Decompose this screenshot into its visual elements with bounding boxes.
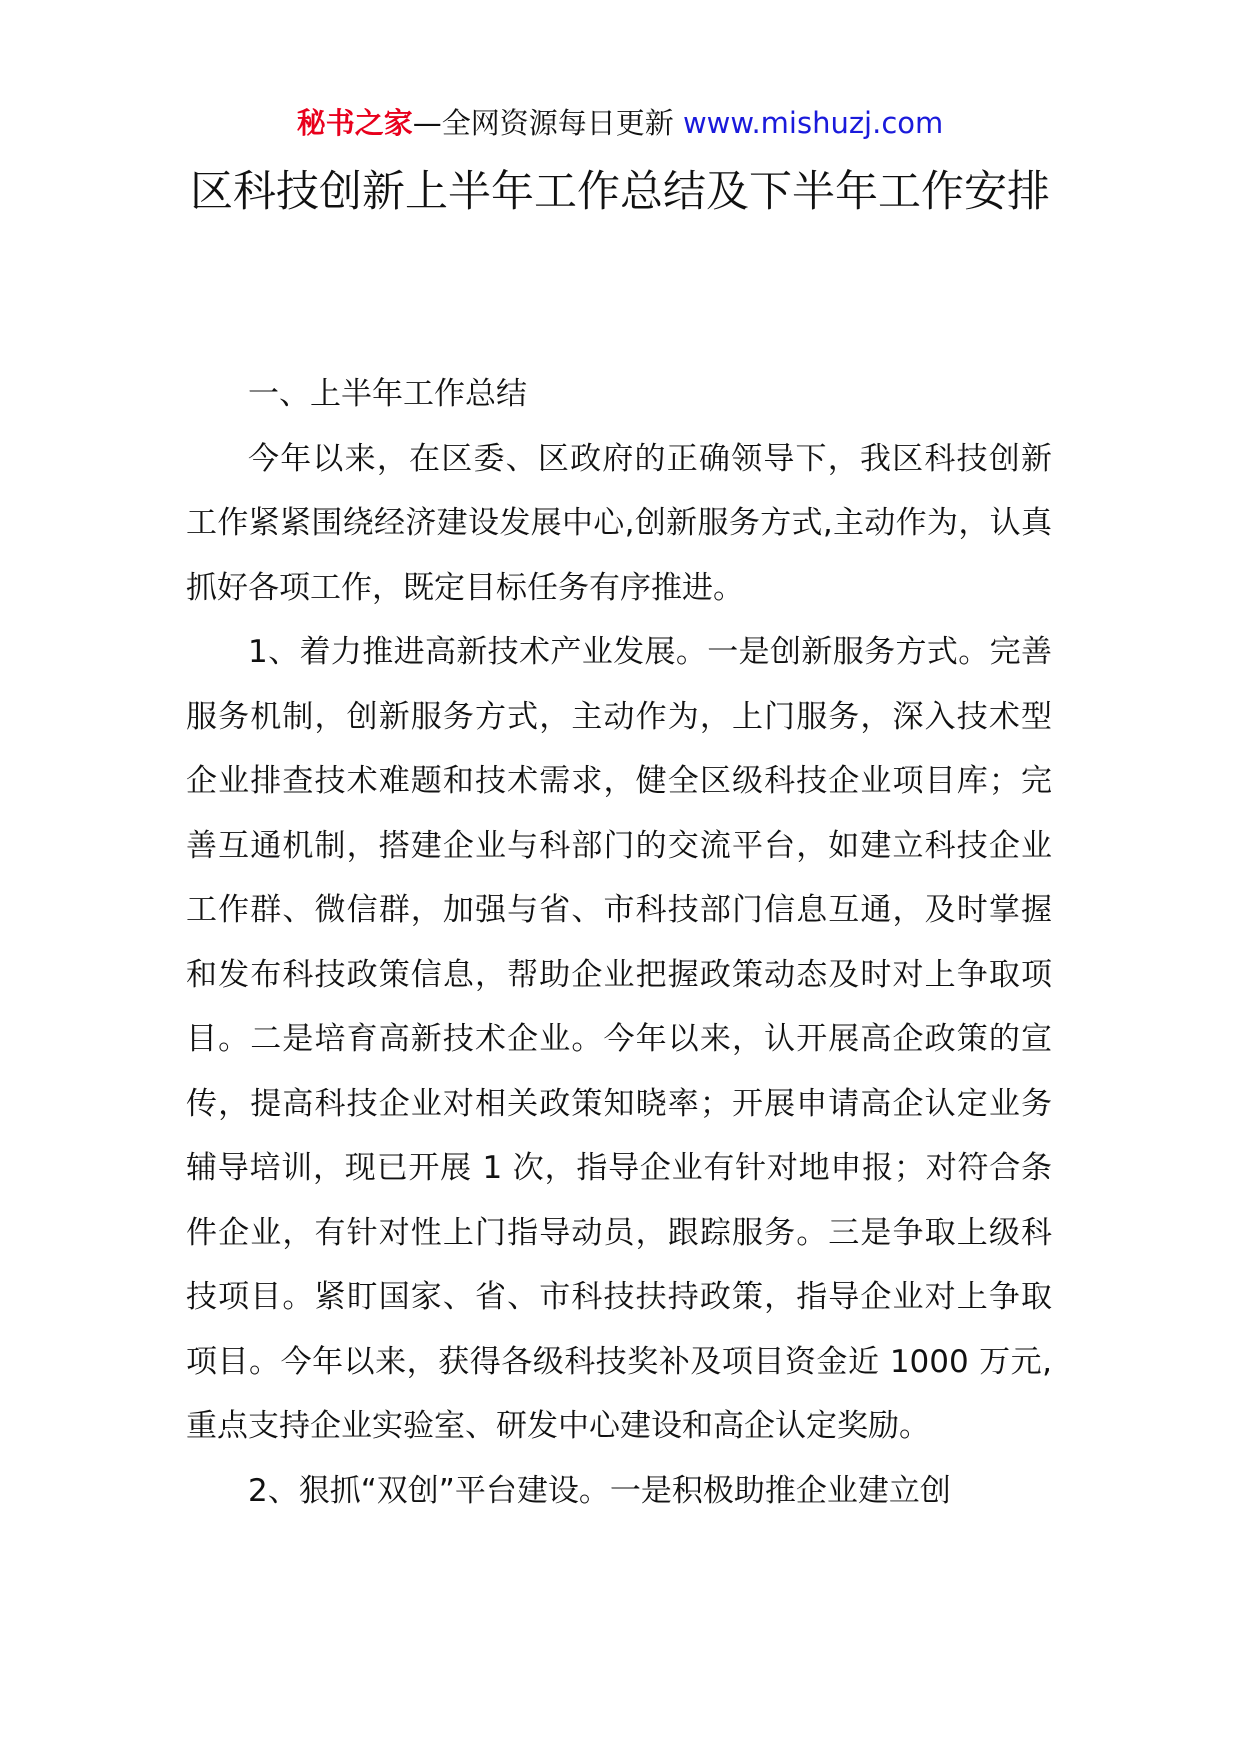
site-header — [0, 103, 1240, 143]
site-brand: 秘书之家 — [296, 106, 413, 140]
site-tagline: —全网资源每日更新 — [412, 106, 683, 140]
site-url: www.mishuzj.com — [682, 106, 944, 140]
document-title: 区科技创新上半年工作总结及下半年工作安排 — [190, 167, 1050, 217]
body-paragraph: 今年以来，在区委、区政府的正确领导下，我区科技创新工作紧紧围绕经济建设发展中心,创新服务方式,主动作为，认真抓好各项工作，既定目标任务有序推进。 — [186, 440, 1052, 606]
body-paragraph: 2、狠抓“双创”平台建设。一是积极助推企业建立创 — [248, 1472, 951, 1509]
section-heading: 一、上半年工作总结 — [248, 376, 527, 412]
body-paragraph: 1、着力推进高新技术产业发展。一是创新服务方式。完善服务机制，创新服务方式，主动作为，上门服务，深入技术型企业排查技术难题和技术需求，健全区级科技企业项目库；完善互通机制，搭建企业与科部门的交流平台，如建立科技企业工作群、微信群，加强与省、市科技部门信息互通，及时掌握和发布科技政策信息，帮助企业把握政策动态及时对上争取项目。二是培育高新技术企业。今年以来，认开展高企政策的宣传，提高科技企业对相关政策知晓率；开展申请高企认定业务辅导培训，现已开展 1 次，指导企业有针对地申报；对符合条件企业，有针对性上门指导动员，跟踪服务。三是争取上级科技项目。紧盯国家、省、市科技扶持政策，指导企业对上争取项目。今年以来，获得各级科技奖补及项目资金近 1000 万元,重点支持企业实验室、研发中心建设和高企认定奖励。 — [186, 634, 1052, 1444]
document-body — [186, 362, 1052, 1523]
